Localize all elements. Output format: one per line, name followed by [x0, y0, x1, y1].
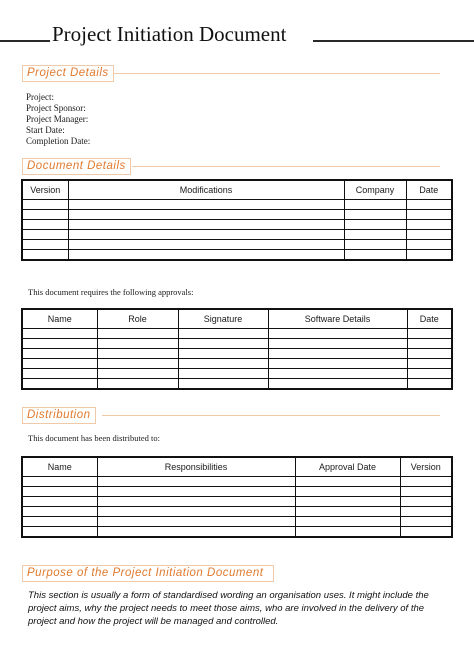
table-cell[interactable] [22, 240, 68, 250]
section-heading: Distribution [22, 407, 96, 424]
column-header: Version [400, 457, 452, 477]
table-cell[interactable] [97, 369, 178, 379]
table-row [22, 220, 452, 230]
table-cell[interactable] [22, 527, 97, 538]
table-row [22, 487, 452, 497]
table-cell[interactable] [400, 487, 452, 497]
table-row [22, 497, 452, 507]
table-cell[interactable] [400, 477, 452, 487]
table-cell[interactable] [268, 349, 407, 359]
distribution-header [22, 407, 442, 423]
table-cell[interactable] [22, 379, 97, 390]
column-header: Responsibilities [97, 457, 295, 477]
table-cell[interactable] [97, 487, 295, 497]
table-cell[interactable] [22, 359, 97, 369]
table-cell[interactable] [97, 507, 295, 517]
table-cell[interactable] [68, 220, 344, 230]
table-cell[interactable] [407, 349, 452, 359]
table-cell[interactable] [407, 359, 452, 369]
table-header-row [22, 180, 452, 200]
project-details-header [22, 65, 442, 81]
section-heading: Document Details [22, 158, 131, 175]
table-cell[interactable] [97, 349, 178, 359]
section-rule [102, 415, 440, 416]
table-cell[interactable] [178, 329, 268, 339]
table-cell[interactable] [97, 359, 178, 369]
table-cell[interactable] [406, 200, 452, 210]
table-cell[interactable] [22, 517, 97, 527]
detail-completion-date: Completion Date: [26, 136, 91, 146]
table-cell[interactable] [22, 497, 97, 507]
table-cell[interactable] [344, 250, 406, 261]
table-cell[interactable] [407, 369, 452, 379]
detail-project: Project: [26, 92, 54, 102]
document-details-table [21, 179, 453, 261]
column-header: Role [97, 309, 178, 329]
table-cell[interactable] [407, 379, 452, 390]
table-cell[interactable] [22, 477, 97, 487]
table-row [22, 369, 452, 379]
table-cell[interactable] [406, 250, 452, 261]
table-cell[interactable] [400, 517, 452, 527]
table-row [22, 349, 452, 359]
table-cell[interactable] [68, 240, 344, 250]
table-cell[interactable] [22, 507, 97, 517]
column-header: Modifications [68, 180, 344, 200]
table-cell[interactable] [178, 339, 268, 349]
column-header: Signature [178, 309, 268, 329]
table-cell[interactable] [406, 230, 452, 240]
distribution-table [21, 456, 453, 538]
table-cell[interactable] [97, 339, 178, 349]
table-header-row [22, 457, 452, 477]
detail-manager: Project Manager: [26, 114, 89, 124]
table-body [22, 329, 452, 390]
table-cell[interactable] [400, 497, 452, 507]
page-title: Project Initiation Document [52, 22, 287, 46]
table-cell[interactable] [407, 329, 452, 339]
table-cell[interactable] [295, 517, 400, 527]
approvals-intro: This document requires the following approvals: [28, 287, 194, 297]
section-heading: Purpose of the Project Initiation Document [22, 565, 274, 582]
table-cell[interactable] [400, 507, 452, 517]
title-rule-left [0, 40, 50, 42]
table-cell[interactable] [22, 210, 68, 220]
table-cell[interactable] [97, 329, 178, 339]
table-row [22, 527, 452, 538]
table-cell[interactable] [68, 250, 344, 261]
table-cell[interactable] [295, 487, 400, 497]
table-row [22, 240, 452, 250]
table-row [22, 339, 452, 349]
table-row [22, 507, 452, 517]
document-details-header [22, 158, 442, 174]
table-body [22, 477, 452, 538]
table-row [22, 230, 452, 240]
section-rule [132, 166, 440, 167]
table-cell[interactable] [68, 230, 344, 240]
table-cell[interactable] [97, 497, 295, 507]
table-cell[interactable] [22, 339, 97, 349]
table-cell[interactable] [22, 220, 68, 230]
column-header: Software Details [268, 309, 407, 329]
table-body [22, 200, 452, 261]
table-cell[interactable] [400, 527, 452, 538]
table-cell[interactable] [178, 359, 268, 369]
table-row [22, 210, 452, 220]
column-header: Date [406, 180, 452, 200]
purpose-header [22, 565, 294, 581]
table-cell[interactable] [268, 339, 407, 349]
table-cell[interactable] [97, 379, 178, 390]
title-row [0, 22, 474, 52]
project-details-list [26, 92, 90, 147]
table-row [22, 477, 452, 487]
table-header-row [22, 309, 452, 329]
section-rule [112, 73, 440, 74]
table-cell[interactable] [22, 487, 97, 497]
table-cell[interactable] [295, 507, 400, 517]
table-cell[interactable] [22, 369, 97, 379]
column-header: Version [22, 180, 68, 200]
table-cell[interactable] [97, 527, 295, 538]
table-cell[interactable] [68, 210, 344, 220]
table-row [22, 359, 452, 369]
table-cell[interactable] [295, 527, 400, 538]
table-row [22, 379, 452, 390]
table-cell[interactable] [22, 230, 68, 240]
distribution-intro: This document has been distributed to: [28, 433, 160, 443]
column-header: Approval Date [295, 457, 400, 477]
table-cell[interactable] [295, 477, 400, 487]
column-header: Name [22, 309, 97, 329]
table-cell[interactable] [178, 349, 268, 359]
table-cell[interactable] [406, 210, 452, 220]
table-cell[interactable] [68, 200, 344, 210]
table-cell[interactable] [344, 200, 406, 210]
table-cell[interactable] [22, 250, 68, 261]
column-header: Company [344, 180, 406, 200]
table-row [22, 250, 452, 261]
table-cell[interactable] [344, 240, 406, 250]
table-cell[interactable] [344, 220, 406, 230]
table-cell[interactable] [406, 220, 452, 230]
detail-start-date: Start Date: [26, 125, 65, 135]
table-row [22, 517, 452, 527]
table-cell[interactable] [295, 497, 400, 507]
table-cell[interactable] [406, 240, 452, 250]
table-cell[interactable] [407, 339, 452, 349]
table-cell[interactable] [97, 477, 295, 487]
section-heading: Project Details [22, 65, 114, 82]
table-cell[interactable] [268, 329, 407, 339]
table-cell[interactable] [22, 200, 68, 210]
table-cell[interactable] [268, 369, 407, 379]
detail-sponsor: Project Sponsor: [26, 103, 86, 113]
table-row [22, 200, 452, 210]
purpose-text: This section is usually a form of standardised wording an organisation uses. It might include the project aims, why the project needs to meet those aims, who are involved in the delivery of the project and how the project will be managed and controlled. [28, 590, 429, 627]
column-header: Date [407, 309, 452, 329]
table-row [22, 329, 452, 339]
column-header: Name [22, 457, 97, 477]
approvals-table [21, 308, 453, 390]
table-cell[interactable] [97, 517, 295, 527]
table-cell[interactable] [268, 379, 407, 390]
table-cell[interactable] [178, 369, 268, 379]
table-cell[interactable] [22, 329, 97, 339]
table-cell[interactable] [344, 230, 406, 240]
table-cell[interactable] [22, 349, 97, 359]
table-cell[interactable] [178, 379, 268, 390]
table-cell[interactable] [344, 210, 406, 220]
title-rule-right [313, 40, 474, 42]
table-cell[interactable] [268, 359, 407, 369]
